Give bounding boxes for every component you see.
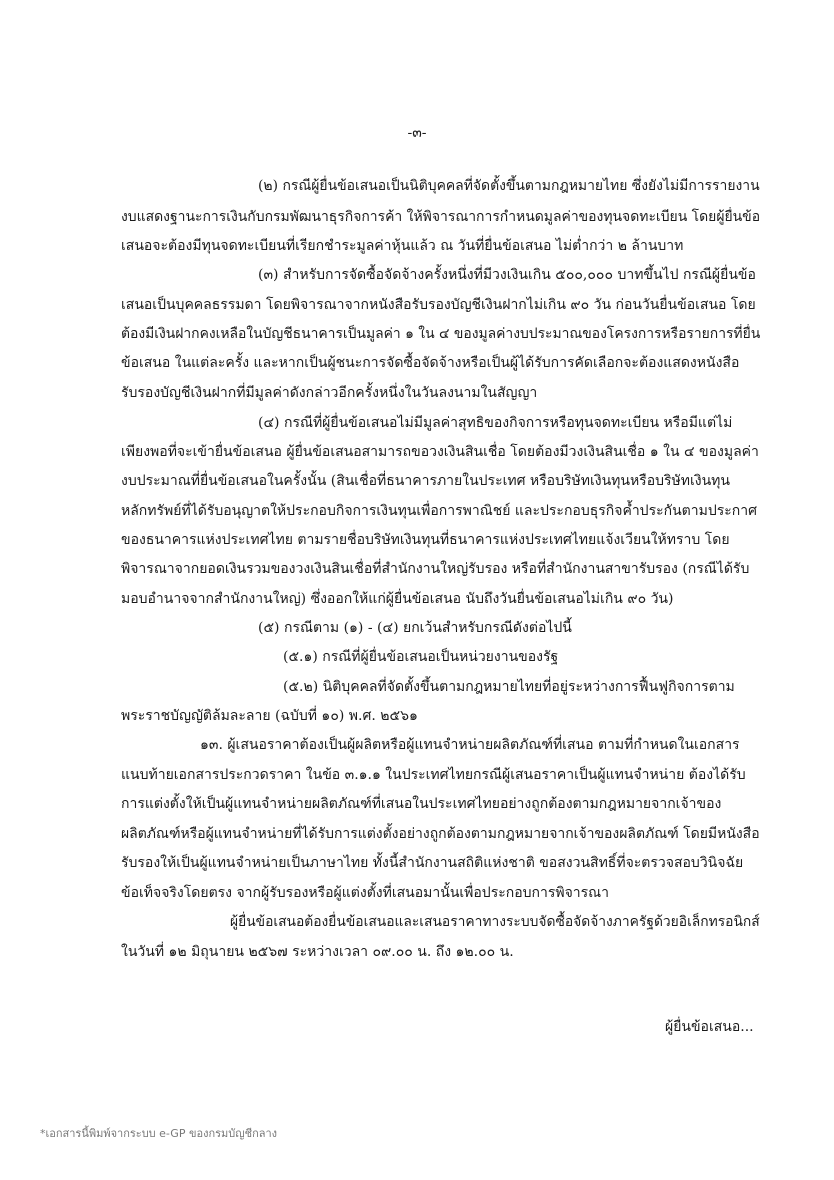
text-line: รับรองบัญชีเงินฝากที่มีมูลค่าดังกล่าวอีกครั้งหนึ่งในวันลงนามในสัญญา [121,385,538,401]
text-line: พิจารณาจากยอดเงินรวมของวงเงินสินเชื่อที่สำนักงานใหญ่รับรอง หรือที่สำนักงานสาขารับรอง (กรณีได้รับ [121,561,750,577]
text-line: (๕) กรณีตาม (๑) - (๔) ยกเว้นสำหรับกรณีดังต่อไปนี้ [258,620,572,636]
text-line: การแต่งตั้งให้เป็นผู้แทนจำหน่ายผลิตภัณฑ์ที่เสนอในประเทศไทยอย่างถูกต้องตามกฎหมายจากเจ้าของ [121,796,722,812]
text-line: แนบท้ายเอกสารประกวดราคา ในข้อ ๓.๑.๑ ในประเทศไทยกรณีผู้เสนอราคาเป็นผู้แทนจำหน่าย ต้องได้รับ [121,767,746,783]
text-line: เสนอจะต้องมีทุนจดทะเบียนที่เรียกชำระมูลค่าหุ้นแล้ว ณ วันที่ยื่นข้อเสนอ ไม่ต่ำกว่า ๒ ล้านบาท [121,238,684,254]
text-line: ผลิตภัณฑ์หรือผู้แทนจำหน่ายที่ได้รับการแต่งตั้งอย่างถูกต้องตามกฎหมายจากเจ้าของผลิตภัณฑ์ โดยมีหนังสือ [121,826,760,842]
text-line: (๔) กรณีที่ผู้ยื่นข้อเสนอไม่มีมูลค่าสุทธิของกิจการหรือทุนจดทะเบียน หรือมีแต่ไม่ [258,415,733,431]
text-line: รับรองให้เป็นผู้แทนจำหน่ายเป็นภาษาไทย ทั้งนี้สำนักงานสถิติแห่งชาติ ขอสงวนสิทธิ์ที่จะตรวจสอบวินิจฉัย [121,855,744,871]
text-line: งบประมาณที่ยื่นข้อเสนอในครั้งนั้น (สินเชื่อที่ธนาคารภายในประเทศ หรือบริษัทเงินทุนหรือบริษัทเงินทุน [121,473,730,489]
text-line: พระราชบัญญัติล้มละลาย (ฉบับที่ ๑๐) พ.ศ. ๒๕๖๑ [121,708,418,724]
text-line: หลักทรัพย์ที่ได้รับอนุญาตให้ประกอบกิจการเงินทุนเพื่อการพาณิชย์ และประกอบธุรกิจค้ำประกันตามประกาศ [121,503,757,519]
text-line: ๑๓. ผู้เสนอราคาต้องเป็นผู้ผลิตหรือผู้แทนจำหน่ายผลิตภัณฑ์ที่เสนอ ตามที่กำหนดในเอกสาร [200,737,740,753]
text-line: ในวันที่ ๑๒ มิถุนายน ๒๕๖๗ ระหว่างเวลา ๐๙.๐๐ น. ถึง ๑๒.๐๐ น. [121,944,514,960]
text-line: (๓) สำหรับการจัดซื้อจัดจ้างครั้งหนึ่งที่มีวงเงินเกิน ๕๐๐,๐๐๐ บาทขึ้นไป กรณีผู้ยื่นข้อ [258,267,756,283]
page-number: -๓- [407,125,427,141]
text-line: เสนอเป็นบุคคลธรรมดา โดยพิจารณาจากหนังสือรับรองบัญชีเงินฝากไม่เกิน ๙๐ วัน ก่อนวันยื่นข้อเสนอ โดย [121,297,756,313]
text-line: (๕.๒) นิติบุคคลที่จัดตั้งขึ้นตามกฎหมายไทยที่อยู่ระหว่างการฟื้นฟูกิจการตาม [283,679,735,695]
footnote: *เอกสารนี้พิมพ์จากระบบ e-GP ของกรมบัญชีกลาง [40,1127,278,1140]
text-line: งบแสดงฐานะการเงินกับกรมพัฒนาธุรกิจการค้า ให้พิจารณาการกำหนดมูลค่าของทุนจดทะเบียน โดยผู้ยื่นข้อ [121,209,761,225]
text-line: เพียงพอที่จะเข้ายื่นข้อเสนอ ผู้ยื่นข้อเสนอสามารถขอวงเงินสินเชื่อ โดยต้องมีวงเงินสินเชื่อ ๑ ใน ๔ ของมูลค่า [121,444,759,460]
text-line: ข้อเสนอ ในแต่ละครั้ง และหากเป็นผู้ชนะการจัดซื้อจัดจ้างหรือเป็นผู้ได้รับการคัดเลือกจะต้องแสดงหนังสือ [121,355,740,371]
text-line: มอบอำนาจจากสำนักงานใหญ่) ซึ่งออกให้แก่ผู้ยื่นข้อเสนอ นับถึงวันยื่นข้อเสนอไม่เกิน ๙๐ วัน) [121,591,674,607]
text-line: ข้อเท็จจริงโดยตรง จากผู้รับรองหรือผู้แต่งตั้งที่เสนอมานั้นเพื่อประกอบการพิจารณา [121,885,610,901]
continuation-text: ผู้ยื่นข้อเสนอ... [665,1019,754,1035]
text-line: ของธนาคารแห่งประเทศไทย ตามรายชื่อบริษัทเงินทุนที่ธนาคารแห่งประเทศไทยแจ้งเวียนให้ทราบ โดย [121,532,730,548]
text-line: ต้องมีเงินฝากคงเหลือในบัญชีธนาคารเป็นมูลค่า ๑ ใน ๔ ของมูลค่างบประมาณของโครงการหรือรายการที่ยื่น [121,326,761,342]
text-line: (๒) กรณีผู้ยื่นข้อเสนอเป็นนิติบุคคลที่จัดตั้งขึ้นตามกฎหมายไทย ซึ่งยังไม่มีการรายงาน [258,178,760,194]
text-line: ผู้ยื่นข้อเสนอต้องยื่นข้อเสนอและเสนอราคาทางระบบจัดซื้อจัดจ้างภาครัฐด้วยอิเล็กทรอนิกส์ [230,914,760,930]
text-line: (๕.๑) กรณีที่ผู้ยื่นข้อเสนอเป็นหน่วยงานของรัฐ [283,649,559,665]
